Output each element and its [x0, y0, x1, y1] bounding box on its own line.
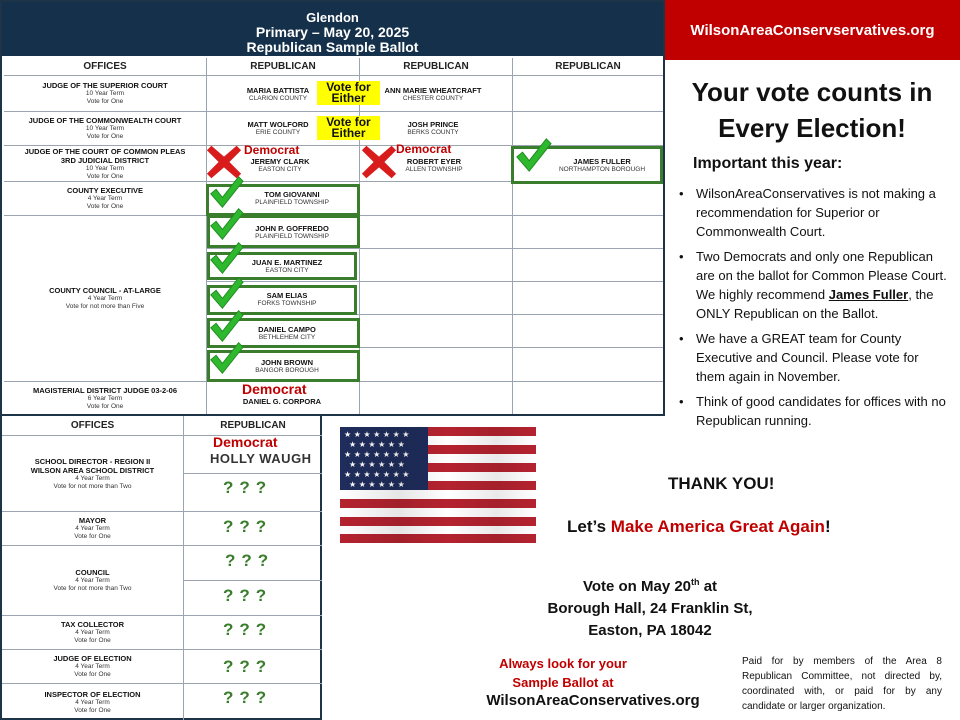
candidate-brown: JOHN BROWN BANGOR BOROUGH — [255, 358, 319, 374]
democrat-label: Democrat — [396, 142, 452, 156]
office-county-council: COUNTY COUNCIL - AT-LARGE 4 Year Term Vote for not more than Five — [4, 216, 207, 382]
list-item: • Two Democrats and only one Republican are on the ballot for Common Please Court. We highly recommend James Fuller, the ONLY Republican on the Ballot. — [677, 247, 947, 323]
candidate-eyer: ROBERT EYER ALLEN TOWNSHIP — [405, 157, 463, 173]
grid-cell — [360, 348, 513, 382]
col-header-republican-2: REPUBLICAN — [360, 58, 513, 76]
office-mayor: MAYOR 4 Year Term Vote for One — [2, 512, 184, 546]
candidate-goffredo: JOHN P. GOFFREDO PLAINFIELD TOWNSHIP — [255, 224, 329, 240]
svg-text:★ ★ ★ ★ ★ ★: ★ ★ ★ ★ ★ ★ — [349, 480, 405, 489]
grid-cell — [513, 216, 663, 249]
svg-text:★ ★ ★ ★ ★ ★ ★: ★ ★ ★ ★ ★ ★ ★ — [344, 470, 410, 479]
unknown-candidate-marks: ??? — [225, 551, 275, 570]
red-x-icon — [361, 144, 397, 180]
list-item: • We have a GREAT team for County Executive and Council. Please vote for them again in November. — [677, 329, 947, 386]
office-judge-of-election: JUDGE OF ELECTION 4 Year Term Vote for One — [2, 650, 184, 684]
svg-text:★ ★ ★ ★ ★ ★: ★ ★ ★ ★ ★ ★ — [349, 460, 405, 469]
list-item: • WilsonAreaConservatives is not making a recommendation for Superior or Commonwealth Court. — [677, 184, 947, 241]
unknown-candidate-marks: ??? — [223, 517, 273, 536]
col-header-offices: OFFICES — [2, 416, 184, 436]
ballot-title: Glendon — [306, 10, 359, 25]
us-flag-icon — [340, 427, 536, 543]
voting-location: Vote on May 20th at Borough Hall, 24 Franklin St, Easton, PA 18042 — [547, 577, 753, 639]
unknown-candidate-marks: ??? — [223, 657, 273, 676]
grid-cell — [513, 249, 663, 282]
site-banner[interactable]: WilsonAreaConservservatives.org — [665, 0, 960, 60]
candidate-corpora: DANIEL G. CORPORA — [242, 397, 322, 406]
sample-ballot — [0, 0, 665, 416]
candidate-prince: JOSH PRINCE BERKS COUNTY — [407, 120, 459, 136]
office-inspector-of-election: INSPECTOR OF ELECTION 4 Year Term Vote for One — [2, 684, 184, 720]
site-link[interactable]: WilsonAreaConservatives.org — [486, 692, 700, 709]
office-council: COUNCIL 4 Year Term Vote for not more than Two — [2, 546, 184, 616]
svg-text:★ ★ ★ ★ ★ ★ ★: ★ ★ ★ ★ ★ ★ ★ — [344, 430, 410, 439]
office-commonwealth-court: JUDGE OF THE COMMONWEALTH COURT 10 Year Term Vote for One — [4, 112, 207, 146]
grid-cell — [513, 382, 663, 414]
office-county-executive: COUNTY EXECUTIVE 4 Year Term Vote for One — [4, 182, 207, 216]
always-look-note: Always look for your Sample Ballot at — [499, 656, 627, 690]
candidate-clark: JEREMY CLARK EASTON CITY — [250, 157, 310, 173]
office-magisterial-judge: MAGISTERIAL DISTRICT JUDGE 03-2-06 6 Year Term Vote for One — [4, 382, 207, 414]
ballot-subtitle: Primary – May 20, 2025 — [255, 24, 410, 40]
grid-cell — [360, 249, 513, 282]
paid-for-disclaimer: Paid for by members of the Area 8 Republican Committee, not directed by, coordinated with, or paid for by any candidate or larger organization. — [742, 656, 942, 712]
grid-cell — [360, 182, 513, 216]
sample-ballot-local — [0, 416, 322, 720]
democrat-label: Democrat — [242, 381, 307, 397]
recommended-candidate-link: James Fuller — [828, 287, 909, 302]
candidate-giovanni: TOM GIOVANNI PLAINFIELD TOWNSHIP — [255, 190, 329, 206]
unknown-candidate-marks: ??? — [223, 586, 273, 605]
grid-cell — [360, 282, 513, 315]
slogan: Let’s Make America Great Again! — [567, 517, 831, 536]
svg-text:★ ★ ★ ★ ★ ★ ★: ★ ★ ★ ★ ★ ★ ★ — [344, 450, 410, 459]
important-list — [677, 184, 947, 436]
candidate-waugh: HOLLY WAUGH — [210, 451, 312, 466]
candidate-wheatcraft: ANN MARIE WHEATCRAFT CHESTER COUNTY — [384, 86, 482, 102]
grid-cell — [360, 382, 513, 414]
office-common-pleas: JUDGE OF THE COURT OF COMMON PLEAS 3RD JUDICIAL DISTRICT 10 Year Term Vote for One — [4, 146, 207, 182]
ballot-header — [2, 2, 663, 56]
candidate-fuller: JAMES FULLER NORTHAMPTON BOROUGH — [558, 157, 646, 173]
unknown-candidate-marks: ??? — [223, 620, 273, 639]
important-title: Important this year: — [693, 155, 843, 172]
unknown-candidate-marks: ??? — [223, 478, 273, 497]
grid-cell — [513, 282, 663, 315]
grid-cell — [360, 315, 513, 348]
candidate-martinez: JUAN E. MARTINEZ EASTON CITY — [251, 258, 323, 274]
col-header-republican-3: REPUBLICAN — [513, 58, 663, 76]
grid-cell — [360, 216, 513, 249]
vote-either-badge: Vote for Either — [317, 81, 380, 105]
grid-cell — [513, 76, 663, 112]
list-item: • Think of good candidates for offices with no Republican running. — [677, 392, 947, 430]
candidate-battista: MARIA BATTISTA CLARION COUNTY — [246, 86, 310, 102]
col-header-republican-1: REPUBLICAN — [207, 58, 360, 76]
thank-you: THANK YOU! — [668, 474, 775, 493]
col-header-republican: REPUBLICAN — [184, 416, 322, 436]
vote-either-badge: Vote for Either — [317, 116, 380, 140]
headline: Your vote counts in Every Election! — [691, 77, 933, 143]
unknown-candidate-marks: ??? — [223, 688, 273, 707]
grid-cell — [513, 348, 663, 382]
democrat-label: Democrat — [244, 143, 300, 157]
office-school-director: SCHOOL DIRECTOR - REGION II WILSON AREA SCHOOL DISTRICT 4 Year Term Vote for not more than Two — [2, 436, 184, 512]
candidate-wolford: MATT WOLFORD ERIE COUNTY — [247, 120, 309, 136]
ballot-subtitle2: Republican Sample Ballot — [246, 39, 419, 55]
svg-text:★ ★ ★ ★ ★ ★: ★ ★ ★ ★ ★ ★ — [349, 440, 405, 449]
office-tax-collector: TAX COLLECTOR 4 Year Term Vote for One — [2, 616, 184, 650]
democrat-label: Democrat — [213, 434, 278, 450]
candidate-campo: DANIEL CAMPO BETHLEHEM CITY — [258, 325, 316, 341]
candidate-elias: SAM ELIAS FORKS TOWNSHIP — [257, 291, 317, 307]
grid-cell — [513, 182, 663, 216]
grid-cell — [513, 315, 663, 348]
office-superior-court: JUDGE OF THE SUPERIOR COURT 10 Year Term Vote for One — [4, 76, 207, 112]
col-header-offices: OFFICES — [4, 58, 207, 76]
